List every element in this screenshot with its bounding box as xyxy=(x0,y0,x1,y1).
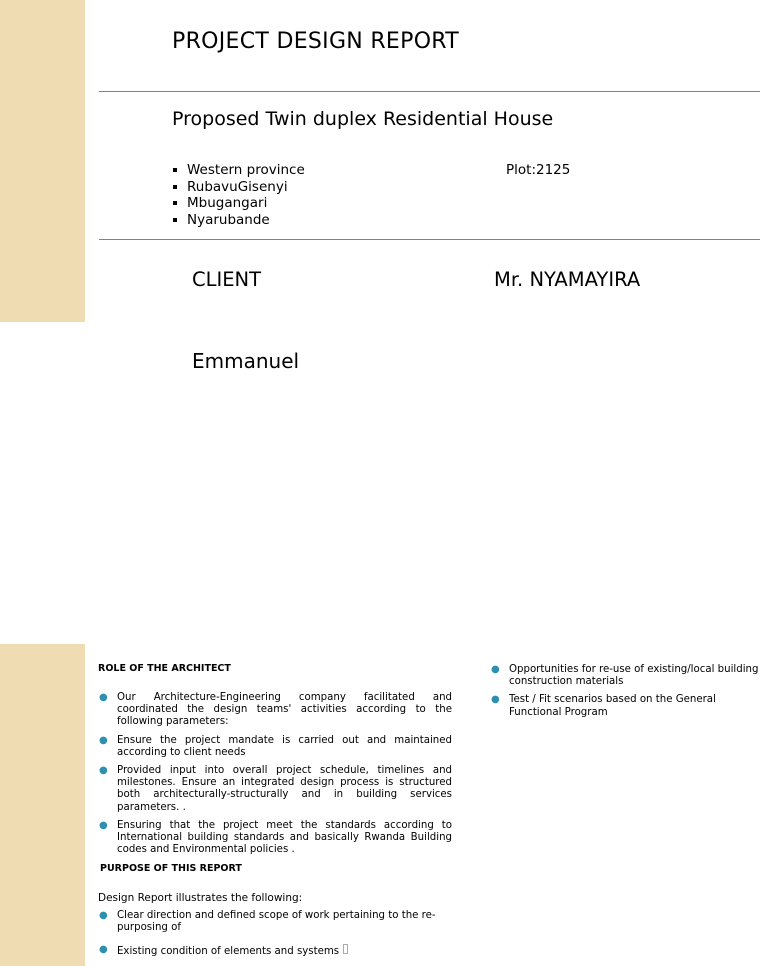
list-item: ● Ensuring that the project meet the standards according to International building standards and basically Rwanda Building codes and Environmental policies . xyxy=(99,819,452,856)
bullet-icon: ● xyxy=(99,944,108,956)
location-item: Mbugangari xyxy=(172,195,305,212)
purpose-heading: PURPOSE OF THIS REPORT xyxy=(100,863,242,874)
right-column-list xyxy=(490,664,762,725)
client-name-continued: Emmanuel xyxy=(192,349,300,373)
client-name: Mr. NYAMAYIRA xyxy=(494,268,641,291)
role-list xyxy=(98,692,452,862)
purpose-intro: Design Report illustrates the following: xyxy=(98,892,303,904)
divider-top xyxy=(99,91,760,92)
location-item: Western province xyxy=(172,162,305,179)
list-item: ● Clear direction and defined scope of work pertaining to the re-purposing of xyxy=(99,910,436,934)
bullet-icon: ● xyxy=(491,664,500,675)
bullet-icon: ● xyxy=(99,765,108,777)
location-item: Nyarubande xyxy=(172,212,305,229)
client-label: CLIENT xyxy=(192,268,262,291)
list-item: ● Opportunities for re-use of existing/local building construction materials xyxy=(491,664,759,688)
location-list xyxy=(172,162,305,228)
list-item: ● Our Architecture-Engineering company facilitated and coordinated the design teams' activities according to the following parameters: xyxy=(99,692,452,728)
side-band xyxy=(0,0,85,322)
bullet-icon: ● xyxy=(99,734,108,746)
list-item: ● Test / Fit scenarios based on the General Functional Program xyxy=(491,694,716,718)
content-page xyxy=(0,644,768,966)
bullet-icon: ● xyxy=(99,910,108,921)
purpose-list xyxy=(98,910,438,965)
cover-page xyxy=(0,0,768,322)
bullet-icon: ● xyxy=(99,692,108,703)
report-title: PROJECT DESIGN REPORT xyxy=(172,29,460,54)
list-item: ● Provided input into overall project schedule, timelines and milestones. Ensure an integrated design process is structured both architecturally-structurally and in building services parameters. . xyxy=(99,765,452,813)
location-item: RubavuGisenyi xyxy=(172,179,305,196)
bullet-icon: ● xyxy=(491,694,500,706)
list-item: ● Existing condition of elements and systems xyxy=(98,944,438,958)
project-subtitle: Proposed Twin duplex Residential House xyxy=(172,108,554,130)
bullet-icon: ● xyxy=(99,819,108,831)
list-item: ● Ensure the project mandate is carried out and maintained according to client needs xyxy=(99,734,452,758)
plot-number: Plot:2125 xyxy=(506,162,571,178)
placeholder-glyph-icon xyxy=(343,944,348,954)
side-band xyxy=(0,644,85,966)
role-heading: ROLE OF THE ARCHITECT xyxy=(98,663,231,674)
divider-bottom xyxy=(99,239,760,240)
